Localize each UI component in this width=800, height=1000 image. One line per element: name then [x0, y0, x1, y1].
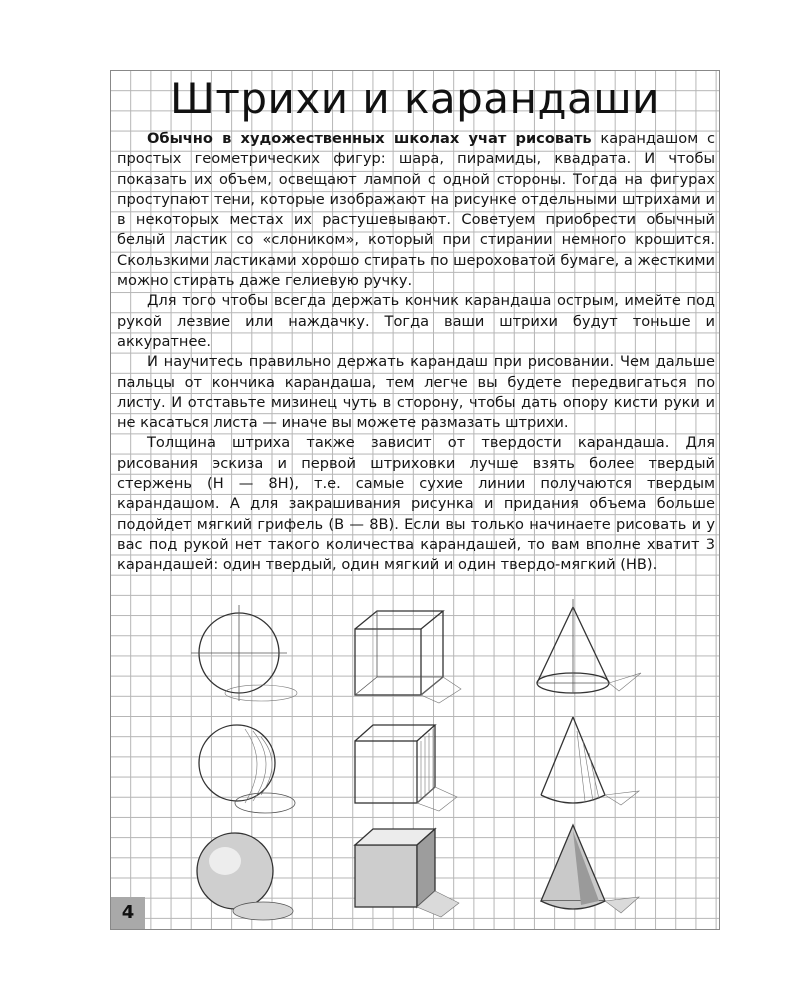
- cube-sketch-drawing: [343, 599, 463, 709]
- cone-shaded-drawing: [523, 711, 643, 821]
- page-number: 4: [111, 897, 145, 929]
- sphere-toned-drawing: [191, 825, 301, 925]
- article-body: [117, 129, 715, 576]
- sphere-sketch-drawing: [191, 605, 301, 705]
- paragraph-1-lead: Обычно в художественных школах учат рисовать: [147, 130, 592, 147]
- paragraph-1-text: карандашом с простых геометрических фигур: шара, пирамиды, квадрата. И чтобы показать их объем, освещают лампой с одной стороны. Тогда на фигурах проступают тени, которые изображают на рисунке отдельными штрихами и в некоторых местах их растушевывают. Советуем приобрести обычный белый ластик со «слоником», который при стирании немного крошится. Скользкими ластиками хорошо стирать по шероховатой бумаге, а жесткими можно стирать даже гелиевую ручку.: [117, 130, 715, 290]
- cube-toned-drawing: [343, 821, 463, 921]
- geometric-figures-illustration: [171, 599, 691, 929]
- notebook-page: [110, 70, 720, 930]
- paragraph-4: Толщина штриха также зависит от твердости карандаша. Для рисования эскиза и первой штриховки лучше взять более твердый стержень (H — 8H), т.е. самые сухие линии получаются твердым карандашом. А для закрашивания рисунка и придания объема больше подойдет мягкий грифель (B — 8B). Если вы только начинаете рисовать и у вас под рукой нет такого количества карандашей, то вам вполне хватит 3 карандашей: один твердый, один мягкий и один твердо-мягкий (HB).: [117, 434, 715, 574]
- paragraph-2: Для того чтобы всегда держать кончик карандаша острым, имейте под рукой лезвие или наждачку. Тогда ваши штрихи будут тоньше и аккуратнее.: [117, 292, 715, 350]
- paragraph-1: [117, 129, 715, 291]
- cube-shaded-drawing: [343, 717, 463, 817]
- page-title: Штрихи и карандаши: [170, 74, 660, 123]
- cone-sketch-drawing: [523, 599, 643, 709]
- paragraph-3: И научитесь правильно держать карандаш при рисовании. Чем дальше пальцы от кончика карандаша, тем легче вы будете передвигаться по листу. И отставьте мизинец чуть в сторону, чтобы дать опору кисти руки и не касаться листа — иначе вы можете размазать штрихи.: [117, 353, 715, 432]
- sphere-shaded-drawing: [191, 717, 301, 817]
- cone-toned-drawing: [523, 821, 643, 921]
